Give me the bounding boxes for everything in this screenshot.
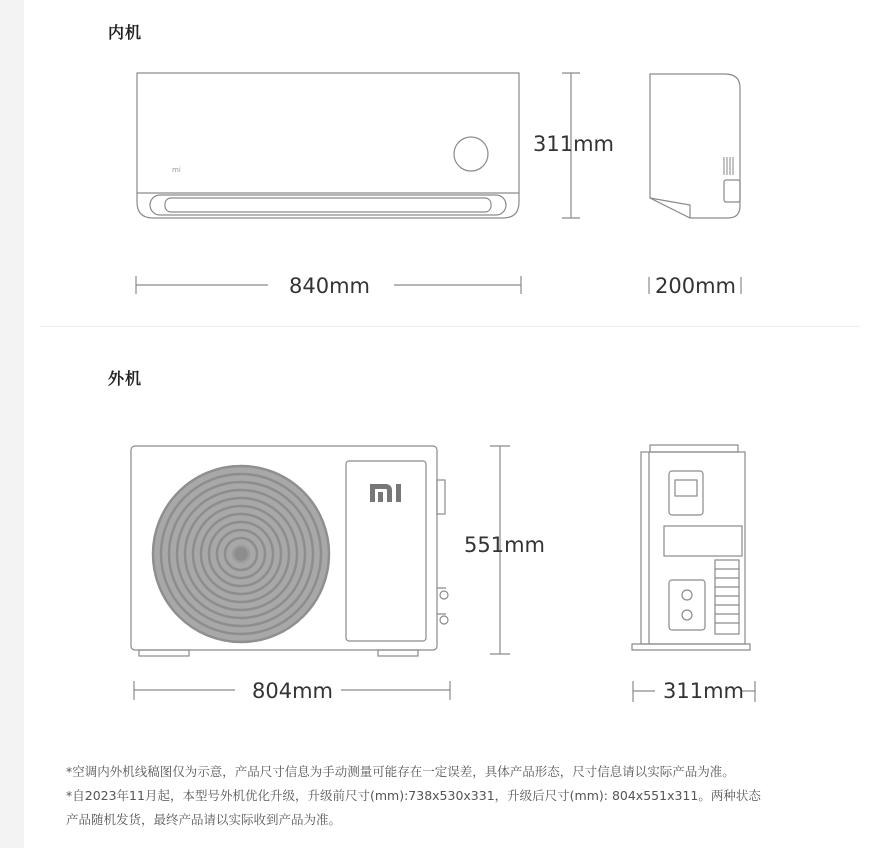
outdoor-height-label: 551mm [464,533,545,557]
note-line-2: *自2023年11月起，本型号外机优化升级，升级前尺寸(mm):738x530x331，升级后尺寸(mm): 804x551x311。两种状态 [66,788,761,803]
indoor-height-label: 311mm [533,132,614,156]
outdoor-mi-logo [370,484,401,502]
outdoor-fan-grille [153,466,329,642]
indoor-unit-front-drawing [137,73,519,218]
outdoor-unit-title: 外机 [108,369,143,388]
disclaimer-notes [66,760,846,832]
outdoor-unit-side-drawing [632,445,750,650]
indoor-unit-side-drawing [650,74,740,218]
section-divider [40,326,860,327]
note-line-1: *空调内外机线稿图仅为示意，产品尺寸信息为手动测量可能存在一定误差，具体产品形态，尺寸信息请以实际产品为准。 [66,764,735,779]
indoor-depth-label: 200mm [655,274,736,298]
outdoor-depth-label: 311mm [663,679,744,703]
outdoor-width-label: 804mm [252,679,333,703]
indoor-width-label: 840mm [289,274,370,298]
indoor-unit-title: 内机 [108,23,143,42]
indoor-logo: mi [172,166,181,174]
note-line-3: 产品随机发货，最终产品请以实际收到产品为准。 [66,812,342,827]
